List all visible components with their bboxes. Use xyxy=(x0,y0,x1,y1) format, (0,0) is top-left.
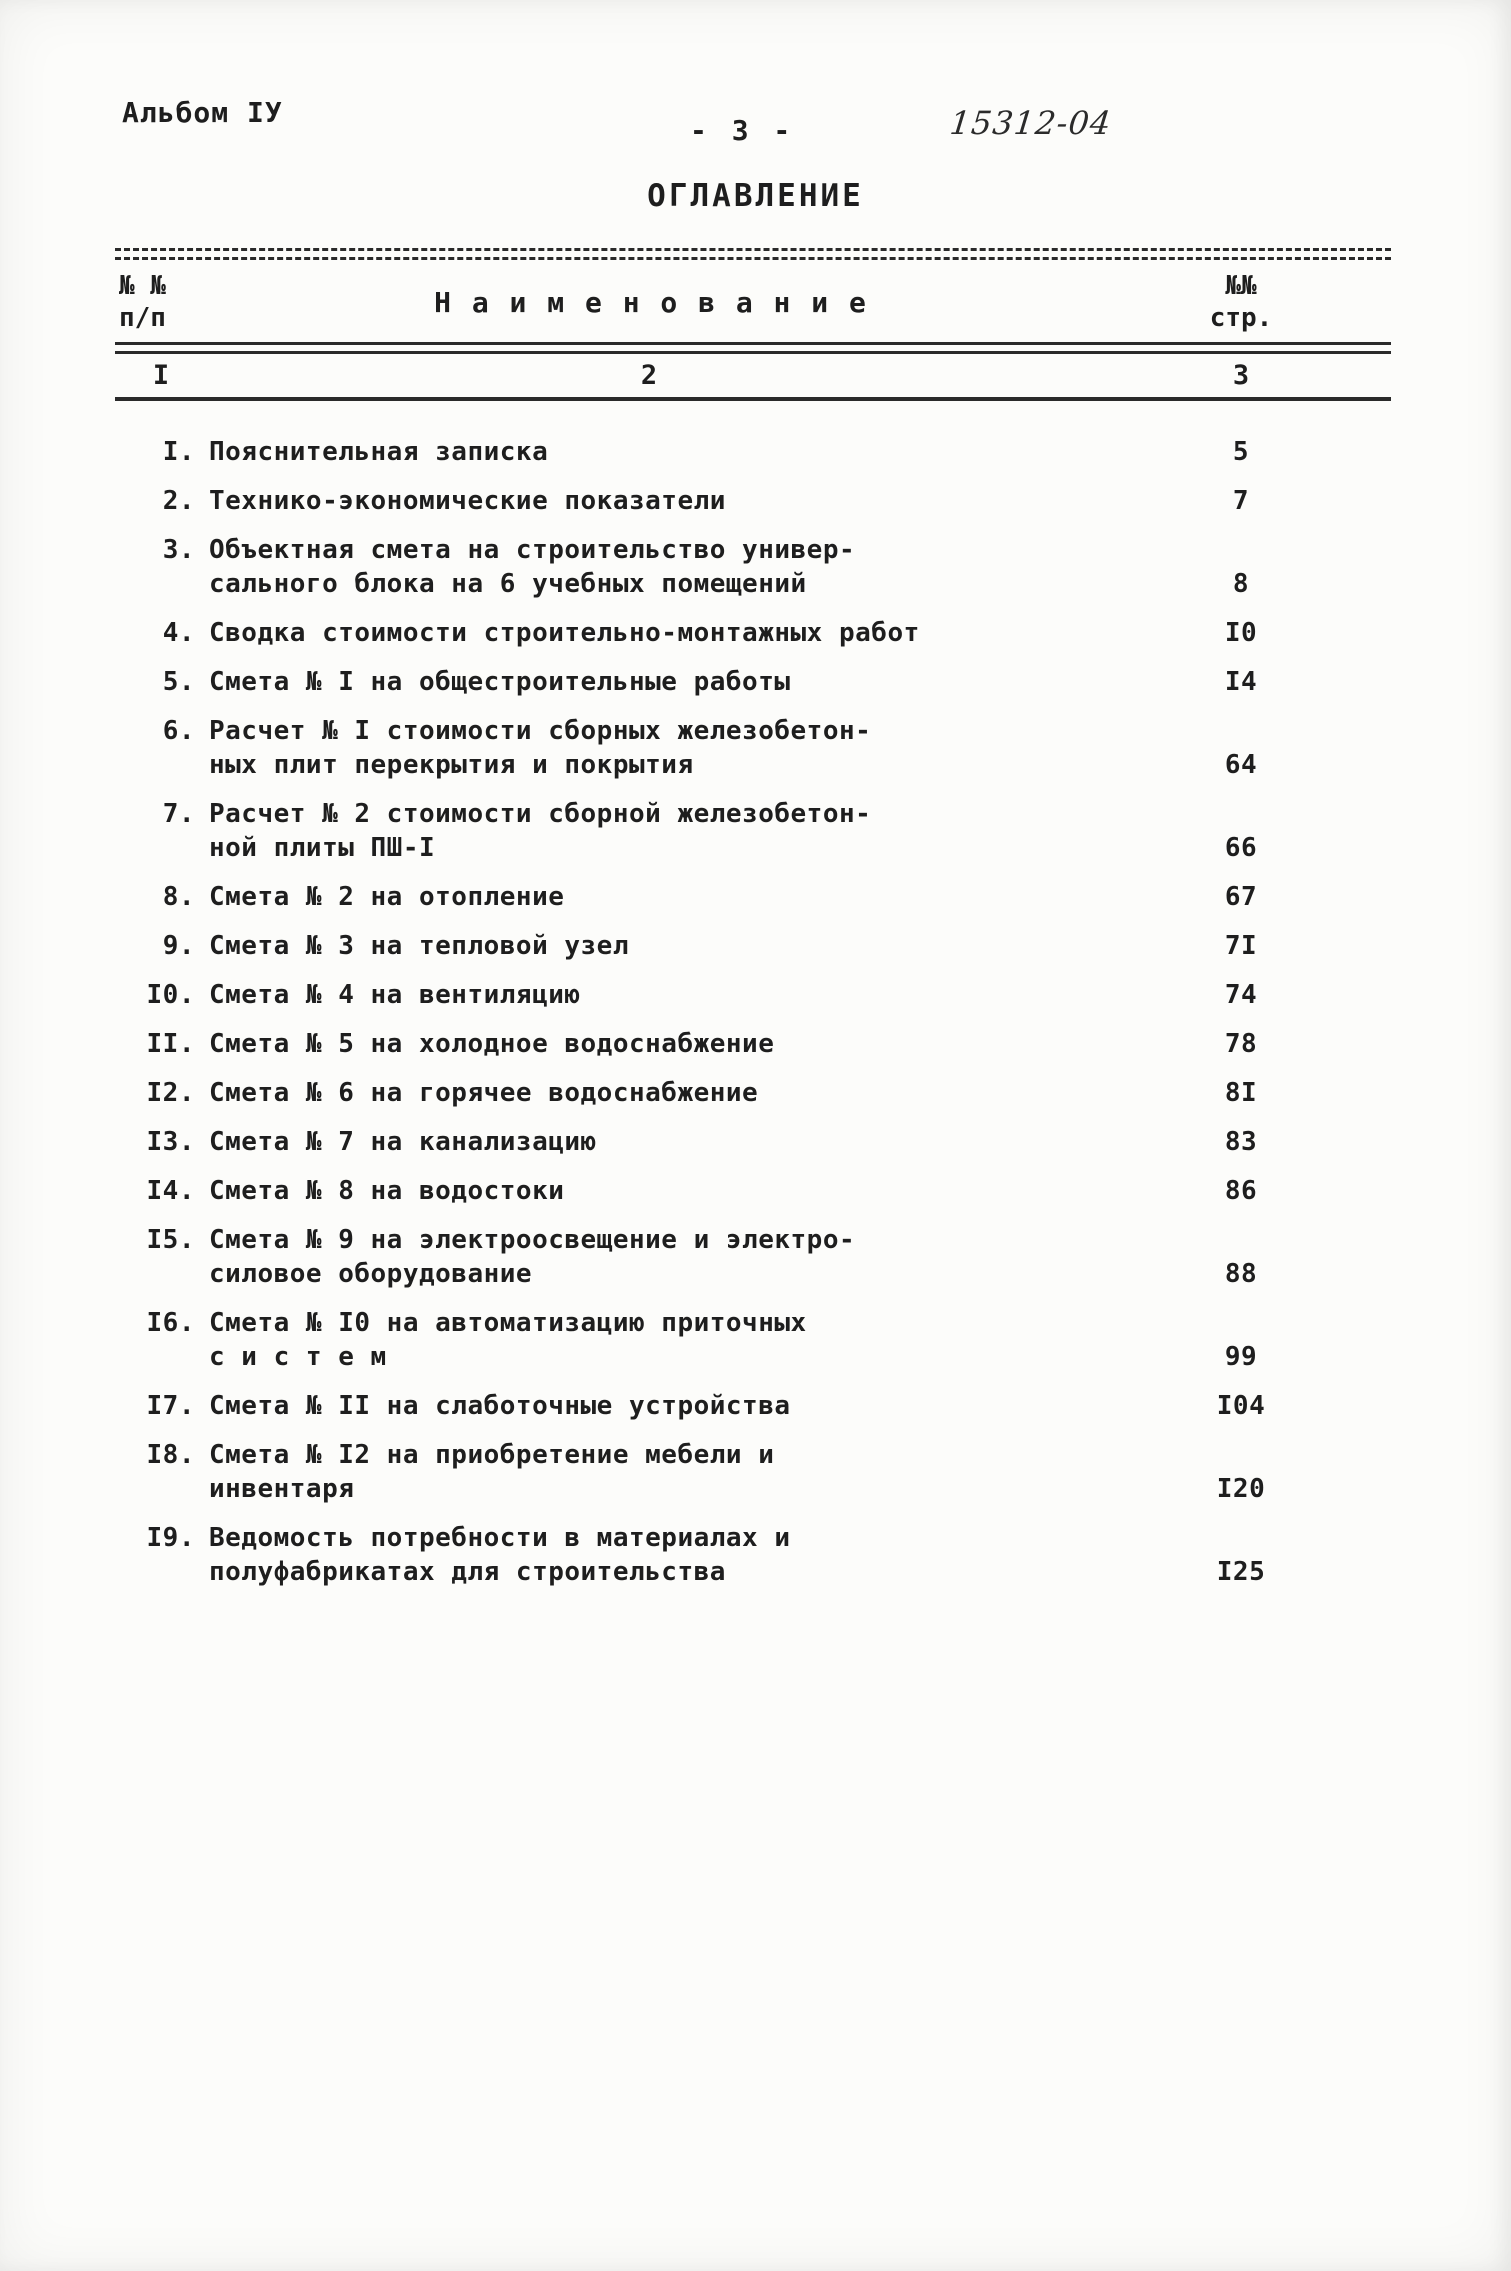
toc-row xyxy=(115,797,1391,865)
toc-item-page: 8I xyxy=(1224,1078,1258,1108)
column-index-2: 2 xyxy=(640,360,658,391)
column-header-page-line2: стр. xyxy=(1209,303,1273,333)
toc-row xyxy=(115,880,1391,914)
toc-item-title: Сводка стоимости строительно-монтажных работ xyxy=(209,618,920,648)
toc-row xyxy=(115,665,1391,699)
toc-item-number: I7. xyxy=(146,1391,195,1421)
toc-item-page: 66 xyxy=(1224,833,1258,863)
toc-item-page: 64 xyxy=(1224,750,1258,780)
toc-row xyxy=(115,484,1391,518)
toc-item-title: Объектная смета на строительство универ- сального блока на 6 учебных помещений xyxy=(209,535,856,599)
toc-item-number: I5. xyxy=(146,1225,195,1255)
toc-table xyxy=(115,248,1391,1604)
toc-item-title: Смета № I на общестроительные работы xyxy=(209,667,791,697)
toc-item-page: 78 xyxy=(1224,1029,1258,1059)
header-double-rule xyxy=(115,342,1391,354)
column-header-number xyxy=(115,270,211,334)
toc-row xyxy=(115,1174,1391,1208)
toc-item-page: 74 xyxy=(1224,980,1258,1010)
toc-item-title: Смета № 3 на тепловой узел xyxy=(209,931,629,961)
column-header-page-line1: №№ xyxy=(1225,271,1257,301)
toc-row xyxy=(115,616,1391,650)
toc-item-number: 9. xyxy=(162,931,195,961)
column-header-number-line2: п/п xyxy=(119,303,166,333)
column-header-page xyxy=(1091,270,1391,334)
toc-item-page: 99 xyxy=(1224,1342,1258,1372)
page-header xyxy=(0,92,1511,152)
toc-item-page: I25 xyxy=(1216,1557,1266,1587)
toc-item-number: I8. xyxy=(146,1440,195,1470)
toc-item-page: 7I xyxy=(1224,931,1258,961)
toc-row xyxy=(115,714,1391,782)
toc-item-number: 5. xyxy=(162,667,195,697)
toc-item-title: Смета № 2 на отопление xyxy=(209,882,565,912)
table-top-dashed-rule xyxy=(115,248,1391,260)
toc-item-page: 86 xyxy=(1224,1176,1258,1206)
toc-item-number: II. xyxy=(146,1029,195,1059)
column-index-1: I xyxy=(152,360,170,391)
page-number: - 3 - xyxy=(690,114,795,147)
column-index-row xyxy=(115,354,1391,397)
toc-item-page: 7 xyxy=(1232,486,1250,516)
album-label: Альбом IУ xyxy=(122,96,283,129)
toc-row xyxy=(115,533,1391,601)
toc-row xyxy=(115,978,1391,1012)
toc-item-title: Смета № 8 на водостоки xyxy=(209,1176,565,1206)
toc-item-number: 8. xyxy=(162,882,195,912)
toc-rows xyxy=(115,401,1391,1589)
toc-item-title: Пояснительная записка xyxy=(209,437,549,467)
toc-item-page: I04 xyxy=(1216,1391,1266,1421)
toc-item-number: I3. xyxy=(146,1127,195,1157)
toc-item-title: Смета № 5 на холодное водоснабжение xyxy=(209,1029,775,1059)
toc-item-title: Смета № 7 на канализацию xyxy=(209,1127,597,1157)
toc-item-title: Смета № 9 на электроосвещение и электро- силовое оборудование xyxy=(209,1225,856,1289)
table-header-row xyxy=(115,260,1391,342)
column-header-number-line1: № № xyxy=(119,271,166,301)
toc-item-number: I9. xyxy=(146,1523,195,1553)
toc-row xyxy=(115,435,1391,469)
toc-item-number: I2. xyxy=(146,1078,195,1108)
toc-row xyxy=(115,1438,1391,1506)
toc-item-title: Смета № I0 на автоматизацию приточных с и с т е м xyxy=(209,1308,807,1372)
toc-item-page: I20 xyxy=(1216,1474,1266,1504)
column-header-name: Н а и м е н о в а н и е xyxy=(434,285,868,319)
toc-item-number: 4. xyxy=(162,618,195,648)
toc-item-page: 67 xyxy=(1224,882,1258,912)
toc-item-title: Ведомость потребности в материалах и полуфабрикатах для строительства xyxy=(209,1523,791,1587)
toc-item-page: 5 xyxy=(1232,437,1250,467)
toc-item-number: I0. xyxy=(146,980,195,1010)
toc-item-title: Технико-экономические показатели xyxy=(209,486,726,516)
toc-item-page: I0 xyxy=(1224,618,1258,648)
toc-item-title: Расчет № I стоимости сборных железобетон- ных плит перекрытия и покрытия xyxy=(209,716,872,780)
toc-item-title: Смета № 4 на вентиляцию xyxy=(209,980,581,1010)
toc-row xyxy=(115,1521,1391,1589)
toc-item-page: 83 xyxy=(1224,1127,1258,1157)
toc-item-number: I. xyxy=(162,437,195,467)
toc-item-page: 8 xyxy=(1232,569,1250,599)
toc-item-number: 6. xyxy=(162,716,195,746)
toc-item-number: 3. xyxy=(162,535,195,565)
toc-item-title: Смета № 6 на горячее водоснабжение xyxy=(209,1078,759,1108)
page-title: ОГЛАВЛЕНИЕ xyxy=(647,178,864,214)
toc-item-number: 2. xyxy=(162,486,195,516)
toc-item-title: Смета № I2 на приобретение мебели и инвентаря xyxy=(209,1440,775,1504)
toc-row xyxy=(115,1223,1391,1291)
toc-item-title: Смета № II на слаботочные устройства xyxy=(209,1391,791,1421)
toc-item-page: 88 xyxy=(1224,1259,1258,1289)
toc-item-number: I6. xyxy=(146,1308,195,1338)
toc-row xyxy=(115,1027,1391,1061)
toc-item-number: 7. xyxy=(162,799,195,829)
toc-item-number: I4. xyxy=(146,1176,195,1206)
toc-row xyxy=(115,1389,1391,1423)
toc-row xyxy=(115,1076,1391,1110)
doc-number-handwritten: 15312-04 xyxy=(948,104,1114,142)
toc-row xyxy=(115,1125,1391,1159)
toc-row xyxy=(115,1306,1391,1374)
toc-row xyxy=(115,929,1391,963)
toc-item-title: Расчет № 2 стоимости сборной железобетон- ной плиты ПШ-I xyxy=(209,799,872,863)
column-index-3: 3 xyxy=(1232,360,1250,391)
toc-item-page: I4 xyxy=(1224,667,1258,697)
